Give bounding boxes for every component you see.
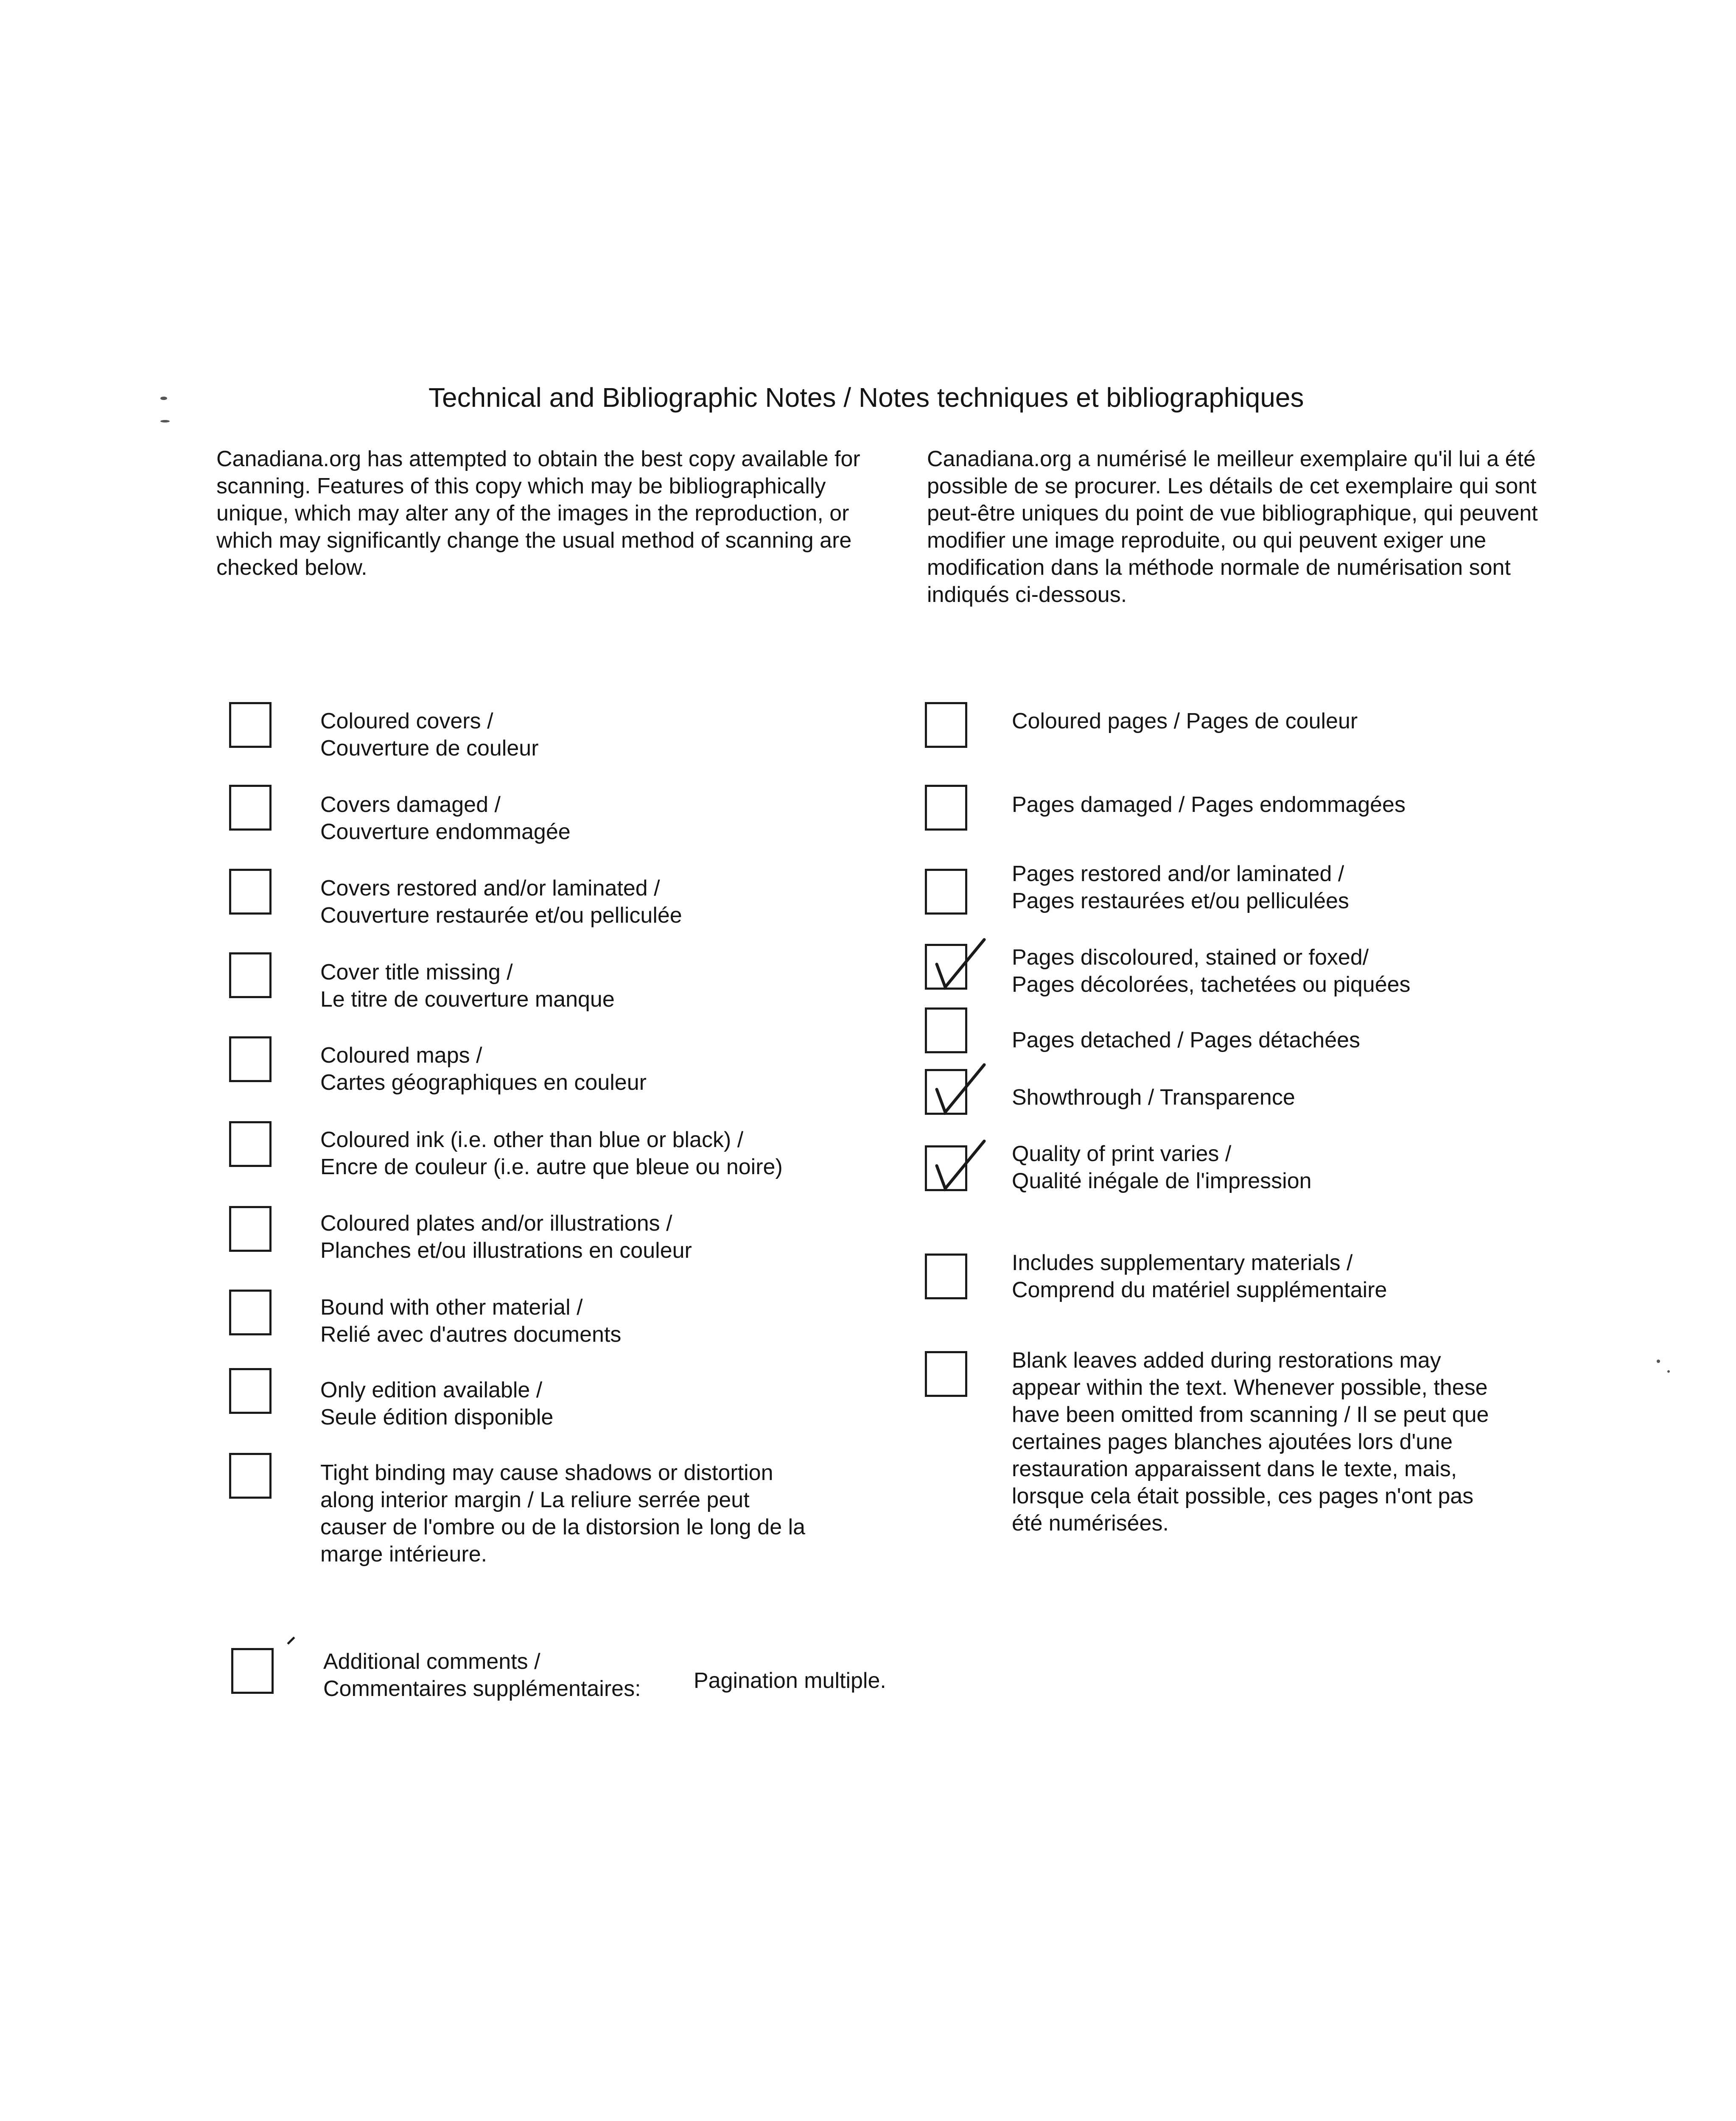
right-checkbox-7[interactable] (925, 1145, 967, 1191)
right-item-label-1: Coloured pages / Pages de couleur (1012, 709, 1358, 733)
right-item-label-9: Blank leaves added during restorations may appear within the text. Whenever possible, these have been omitted from scanning / Il se peut que certaines pages blanches ajoutées lors d'une restauration apparaissent dans le texte, mais, lorsque cela était possible, ces pages n'ont pas été numérisées. (1012, 1348, 1489, 1536)
right-item-label-5: Pages detached / Pages détachées (1012, 1028, 1361, 1052)
right-checkbox-4[interactable] (925, 944, 967, 990)
tick-mark-icon (287, 1637, 295, 1645)
scan-speck (160, 420, 170, 423)
left-checkbox-9[interactable] (229, 1368, 272, 1414)
left-item-label-4: Cover title missing / Le titre de couverture manque (320, 960, 615, 1012)
left-checkbox-5[interactable] (229, 1036, 272, 1082)
left-item-label-1: Coloured covers / Couverture de couleur (320, 709, 539, 761)
right-checkbox-1[interactable] (925, 702, 967, 748)
left-checkbox-3[interactable] (229, 869, 272, 915)
scan-speck (1667, 1370, 1670, 1373)
left-item-label-9: Only edition available / Seule édition disponible (320, 1378, 554, 1430)
left-item-label-8: Bound with other material / Relié avec d'autres documents (320, 1295, 622, 1347)
right-checkbox-8[interactable] (925, 1254, 967, 1299)
page-title: Technical and Bibliographic Notes / Notes techniques et bibliographiques (428, 382, 1304, 413)
left-item-label-6: Coloured ink (i.e. other than blue or black) / Encre de couleur (i.e. autre que bleue ou noire) (320, 1128, 783, 1179)
right-item-label-7: Quality of print varies / Qualité inégale de l'impression (1012, 1142, 1312, 1193)
left-item-label-5: Coloured maps / Cartes géographiques en couleur (320, 1043, 647, 1095)
right-checkbox-3[interactable] (925, 869, 967, 915)
left-checkbox-4[interactable] (229, 952, 272, 998)
left-item-label-7: Coloured plates and/or illustrations / Planches et/ou illustrations en couleur (320, 1211, 692, 1263)
comments-label: Additional comments / Commentaires supplémentaires: (323, 1649, 641, 1701)
right-item-label-6: Showthrough / Transparence (1012, 1085, 1295, 1110)
scan-speck (1657, 1360, 1660, 1363)
comments-value: Pagination multiple. (694, 1668, 886, 1693)
right-item-label-8: Includes supplementary materials / Comprend du matériel supplémentaire (1012, 1251, 1387, 1302)
left-checkbox-1[interactable] (229, 702, 272, 748)
intro-french: Canadiana.org a numérisé le meilleur exemplaire qu'il lui a été possible de se procurer. Les détails de cet exemplaire qui sont peut-être uniques du point de vue bibliographique, qui peuvent modifier une image reproduite, ou qui peuvent exiger une modification dans la méthode normale de numérisation sont indiqués ci-dessous. (927, 447, 1538, 607)
left-item-label-3: Covers restored and/or laminated / Couverture restaurée et/ou pelliculée (320, 876, 682, 928)
right-checkbox-2[interactable] (925, 785, 967, 831)
right-item-label-3: Pages restored and/or laminated / Pages restaurées et/ou pelliculées (1012, 862, 1349, 913)
left-item-label-2: Covers damaged / Couverture endommagée (320, 792, 571, 844)
left-checkbox-2[interactable] (229, 785, 272, 831)
left-checkbox-7[interactable] (229, 1206, 272, 1252)
intro-english: Canadiana.org has attempted to obtain the best copy available for scanning. Features of this copy which may be bibliographically unique, which may alter any of the images in the reproduction, or which may significantly change the usual method of scanning are checked below. (216, 447, 860, 580)
right-checkbox-9[interactable] (925, 1351, 967, 1397)
right-checkbox-5[interactable] (925, 1007, 967, 1053)
left-checkbox-10[interactable] (229, 1453, 272, 1499)
scan-speck (160, 397, 167, 400)
comments-checkbox[interactable] (231, 1648, 274, 1694)
left-checkbox-8[interactable] (229, 1290, 272, 1335)
left-checkbox-6[interactable] (229, 1121, 272, 1167)
right-item-label-4: Pages discoloured, stained or foxed/ Pages décolorées, tachetées ou piquées (1012, 945, 1411, 997)
left-item-label-10: Tight binding may cause shadows or distortion along interior margin / La reliure serrée peut causer de l'ombre ou de la distorsion le long de la marge intérieure. (320, 1461, 806, 1567)
right-item-label-2: Pages damaged / Pages endommagées (1012, 792, 1406, 817)
right-checkbox-6[interactable] (925, 1069, 967, 1115)
